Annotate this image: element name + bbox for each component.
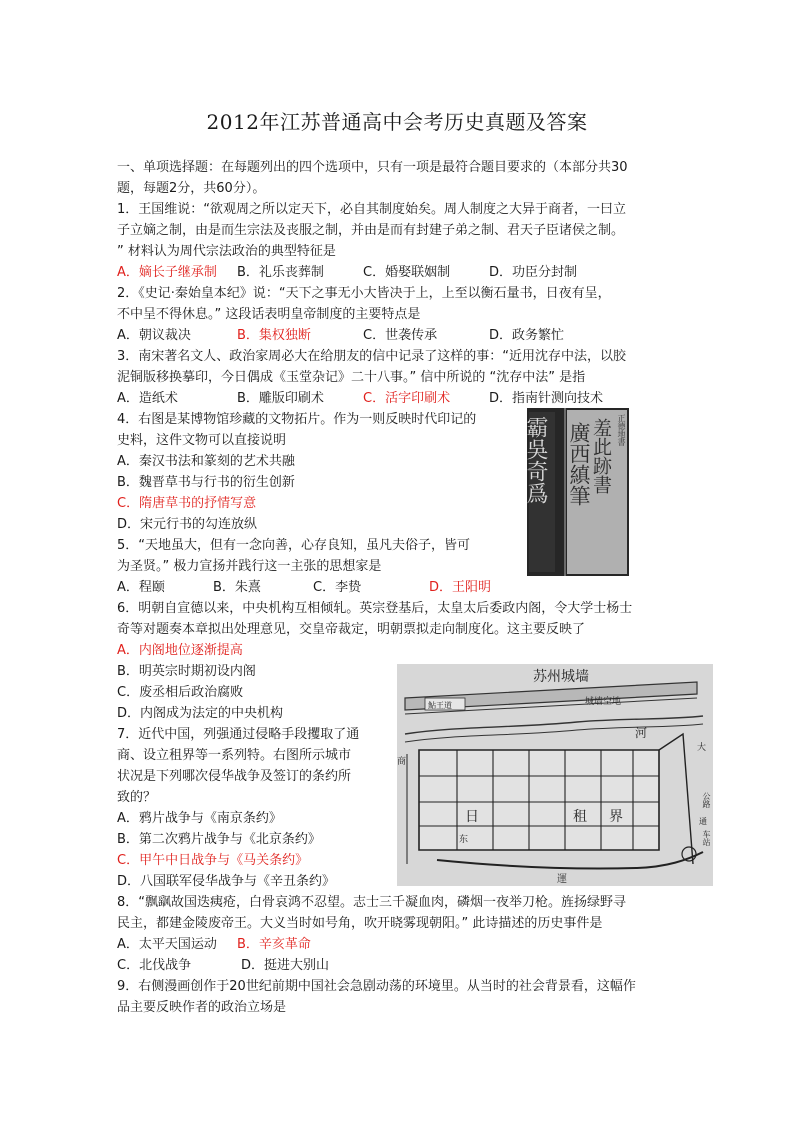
- rubbing-column-1: 霸吳奇爲: [523, 416, 548, 504]
- q7-option-a[interactable]: A．鸦片战争与《南京条约》: [117, 811, 282, 826]
- q4-option-b[interactable]: B．魏晋草书与行书的衍生创新: [117, 475, 295, 490]
- q2-option-c[interactable]: C．世袭传承: [363, 328, 438, 343]
- q1-option-d[interactable]: D．功臣分封制: [489, 265, 578, 280]
- q8-line: 8．“飘飖故国迭痍疮，白骨哀鸿不忍望。志士三千凝血肉，磷烟一夜举刀枪。旌扬绿野寻: [117, 895, 627, 910]
- q2-option-d[interactable]: D．政务繁忙: [489, 328, 565, 343]
- calligraphy-rubbing-image: [523, 408, 629, 576]
- map-left-label-2: 东: [459, 835, 469, 845]
- q7-line: 7．近代中国，列强通过侵略手段攫取了通: [117, 727, 360, 742]
- q6-line: 奇等对题奏本章拟出处理意见，交皇帝裁定，明朝票拟走向制度化。这主要反映了: [117, 622, 586, 637]
- map-label-jie: 界: [609, 809, 623, 825]
- q4-option-a[interactable]: A．秦汉书法和篆刻的艺术共融: [117, 454, 295, 469]
- q7-line: 商、设立租界等一系列特。右图所示城市: [117, 748, 352, 763]
- q7-line: 致的？: [117, 790, 157, 805]
- q2-option-b[interactable]: B．集权独断: [237, 328, 311, 343]
- q1-option-c[interactable]: C．婚娶联姻制: [363, 265, 451, 280]
- q8-option-d[interactable]: D．挺进大别山: [241, 958, 330, 973]
- section-instruction-cont: 题，每题2分，共60分）。: [117, 181, 266, 196]
- q3-line: 3．南宋著名文人、政治家周必大在给朋友的信中记录了这样的事：“近用沈存中法，以胶: [117, 349, 627, 364]
- map-left-label: 商: [397, 757, 407, 767]
- map-right-label: 大: [697, 743, 707, 753]
- q9-line: 品主要反映作者的政治立场是: [117, 1000, 287, 1015]
- rubbing-small-caption: 正德地書: [617, 414, 626, 446]
- q1-option-b[interactable]: B．礼乐丧葬制: [237, 265, 324, 280]
- q3-option-c[interactable]: C．活字印刷术: [363, 391, 451, 406]
- suzhou-concession-map-image: [397, 664, 713, 886]
- rubbing-column-2: 廣西縝筆: [567, 422, 591, 506]
- q6-option-c[interactable]: C．废丞相后政治腐败: [117, 685, 244, 700]
- q4-option-c[interactable]: C．隋唐草书的抒情写意: [117, 496, 257, 511]
- q2-option-a[interactable]: A．朝议裁决: [117, 328, 191, 343]
- q5-option-d[interactable]: D．王阳明: [429, 580, 492, 595]
- q3-option-a[interactable]: A．造纸术: [117, 391, 178, 406]
- map-bottom-label: 運: [557, 874, 567, 885]
- q5-option-a[interactable]: A．程颐: [117, 580, 165, 595]
- rubbing-column-3: 羞此跡書: [590, 418, 612, 494]
- map-label-zu: 租: [573, 809, 587, 825]
- map-river-label: 河: [635, 726, 648, 740]
- q7-option-d[interactable]: D．八国联军侵华战争与《辛丑条约》: [117, 874, 336, 889]
- q6-option-d[interactable]: D．内阁成为法定的中央机构: [117, 706, 284, 721]
- q1-line: ” 材料认为周代宗法政治的典型特征是: [117, 244, 336, 259]
- q6-option-a[interactable]: A．内阁地位逐渐提高: [117, 643, 243, 658]
- q8-option-c[interactable]: C．北伐战争: [117, 958, 192, 973]
- map-title: 苏州城墙: [533, 669, 589, 685]
- q5-line: 5．“天地虽大，但有一念向善，心存良知，虽凡夫俗子，皆可: [117, 538, 471, 553]
- q8-line: 民主，都建金陵废帝王。大义当时如号角，吹开晓雾现朝阳。” 此诗描述的历史事件是: [117, 916, 603, 931]
- q3-option-b[interactable]: B．雕版印刷术: [237, 391, 324, 406]
- q4-line: 4．右图是某博物馆珍藏的文物拓片。作为一则反映时代印记的: [117, 412, 477, 427]
- q5-option-b[interactable]: B．朱熹: [213, 580, 261, 595]
- map-road-label: 鮎王道: [428, 701, 452, 710]
- q6-line: 6．明朝自宣德以来，中央机构互相倾轧。英宗登基后，太皇太后委政内阁，令大学士杨士: [117, 601, 633, 616]
- q3-option-d[interactable]: D．指南针测向技术: [489, 391, 604, 406]
- map-label-ri: 日: [465, 809, 479, 825]
- q4-line: 史料，这件文物可以直接说明: [117, 433, 287, 448]
- q1-option-a[interactable]: A．嫡长子继承制: [117, 265, 217, 280]
- map-wall-label: 城墙空地: [585, 697, 622, 707]
- q7-option-c[interactable]: C．甲午中日战争与《马关条约》: [117, 853, 309, 868]
- q7-option-b[interactable]: B．第二次鸦片战争与《北京条约》: [117, 832, 321, 847]
- q7-line: 状况是下列哪次侵华战争及签订的条约所: [117, 769, 352, 784]
- page-title: 2012年江苏普通高中会考历史真题及答案: [206, 110, 588, 134]
- map-right-label-3: 通: [699, 817, 707, 826]
- map-right-label-2: 公路: [702, 792, 711, 808]
- q1-line: 1．王国维说：“欲观周之所以定天下，必自其制度始矣。周人制度之大异于商者，一曰立: [117, 202, 627, 217]
- q1-line: 子立嫡之制，由是而生宗法及丧服之制，并由是而有封建子弟之制、君天子臣诸侯之制。: [117, 223, 625, 238]
- q2-line: 不中呈不得休息。” 这段话表明皇帝制度的主要特点是: [117, 307, 421, 322]
- q9-line: 9．右侧漫画创作于20世纪前期中国社会急剧动荡的环境里。从当时的社会背景看，这幅作: [117, 979, 636, 994]
- q4-option-d[interactable]: D．宋元行书的勾连放纵: [117, 517, 258, 532]
- section-instruction: 一、单项选择题：在每题列出的四个选项中，只有一项是最符合题目要求的（本部分共30: [117, 160, 628, 175]
- q6-option-b[interactable]: B．明英宗时期初设内阁: [117, 664, 256, 679]
- q8-option-b[interactable]: B．辛亥革命: [237, 937, 311, 952]
- q2-line: 2．《史记·秦始皇本纪》说：“天下之事无小大皆决于上，上至以衡石量书，日夜有呈，: [117, 286, 611, 301]
- q3-line: 泥铜版移换摹印，今日偶成《玉堂杂记》二十八事。” 信中所说的 “沈存中法” 是指: [117, 370, 586, 385]
- q5-option-c[interactable]: C．李贽: [313, 580, 362, 595]
- q8-option-a[interactable]: A．太平天国运动: [117, 937, 217, 952]
- map-right-label-4: 车站: [702, 830, 711, 846]
- q5-line: 为圣贤。” 极力宣扬并践行这一主张的思想家是: [117, 559, 382, 574]
